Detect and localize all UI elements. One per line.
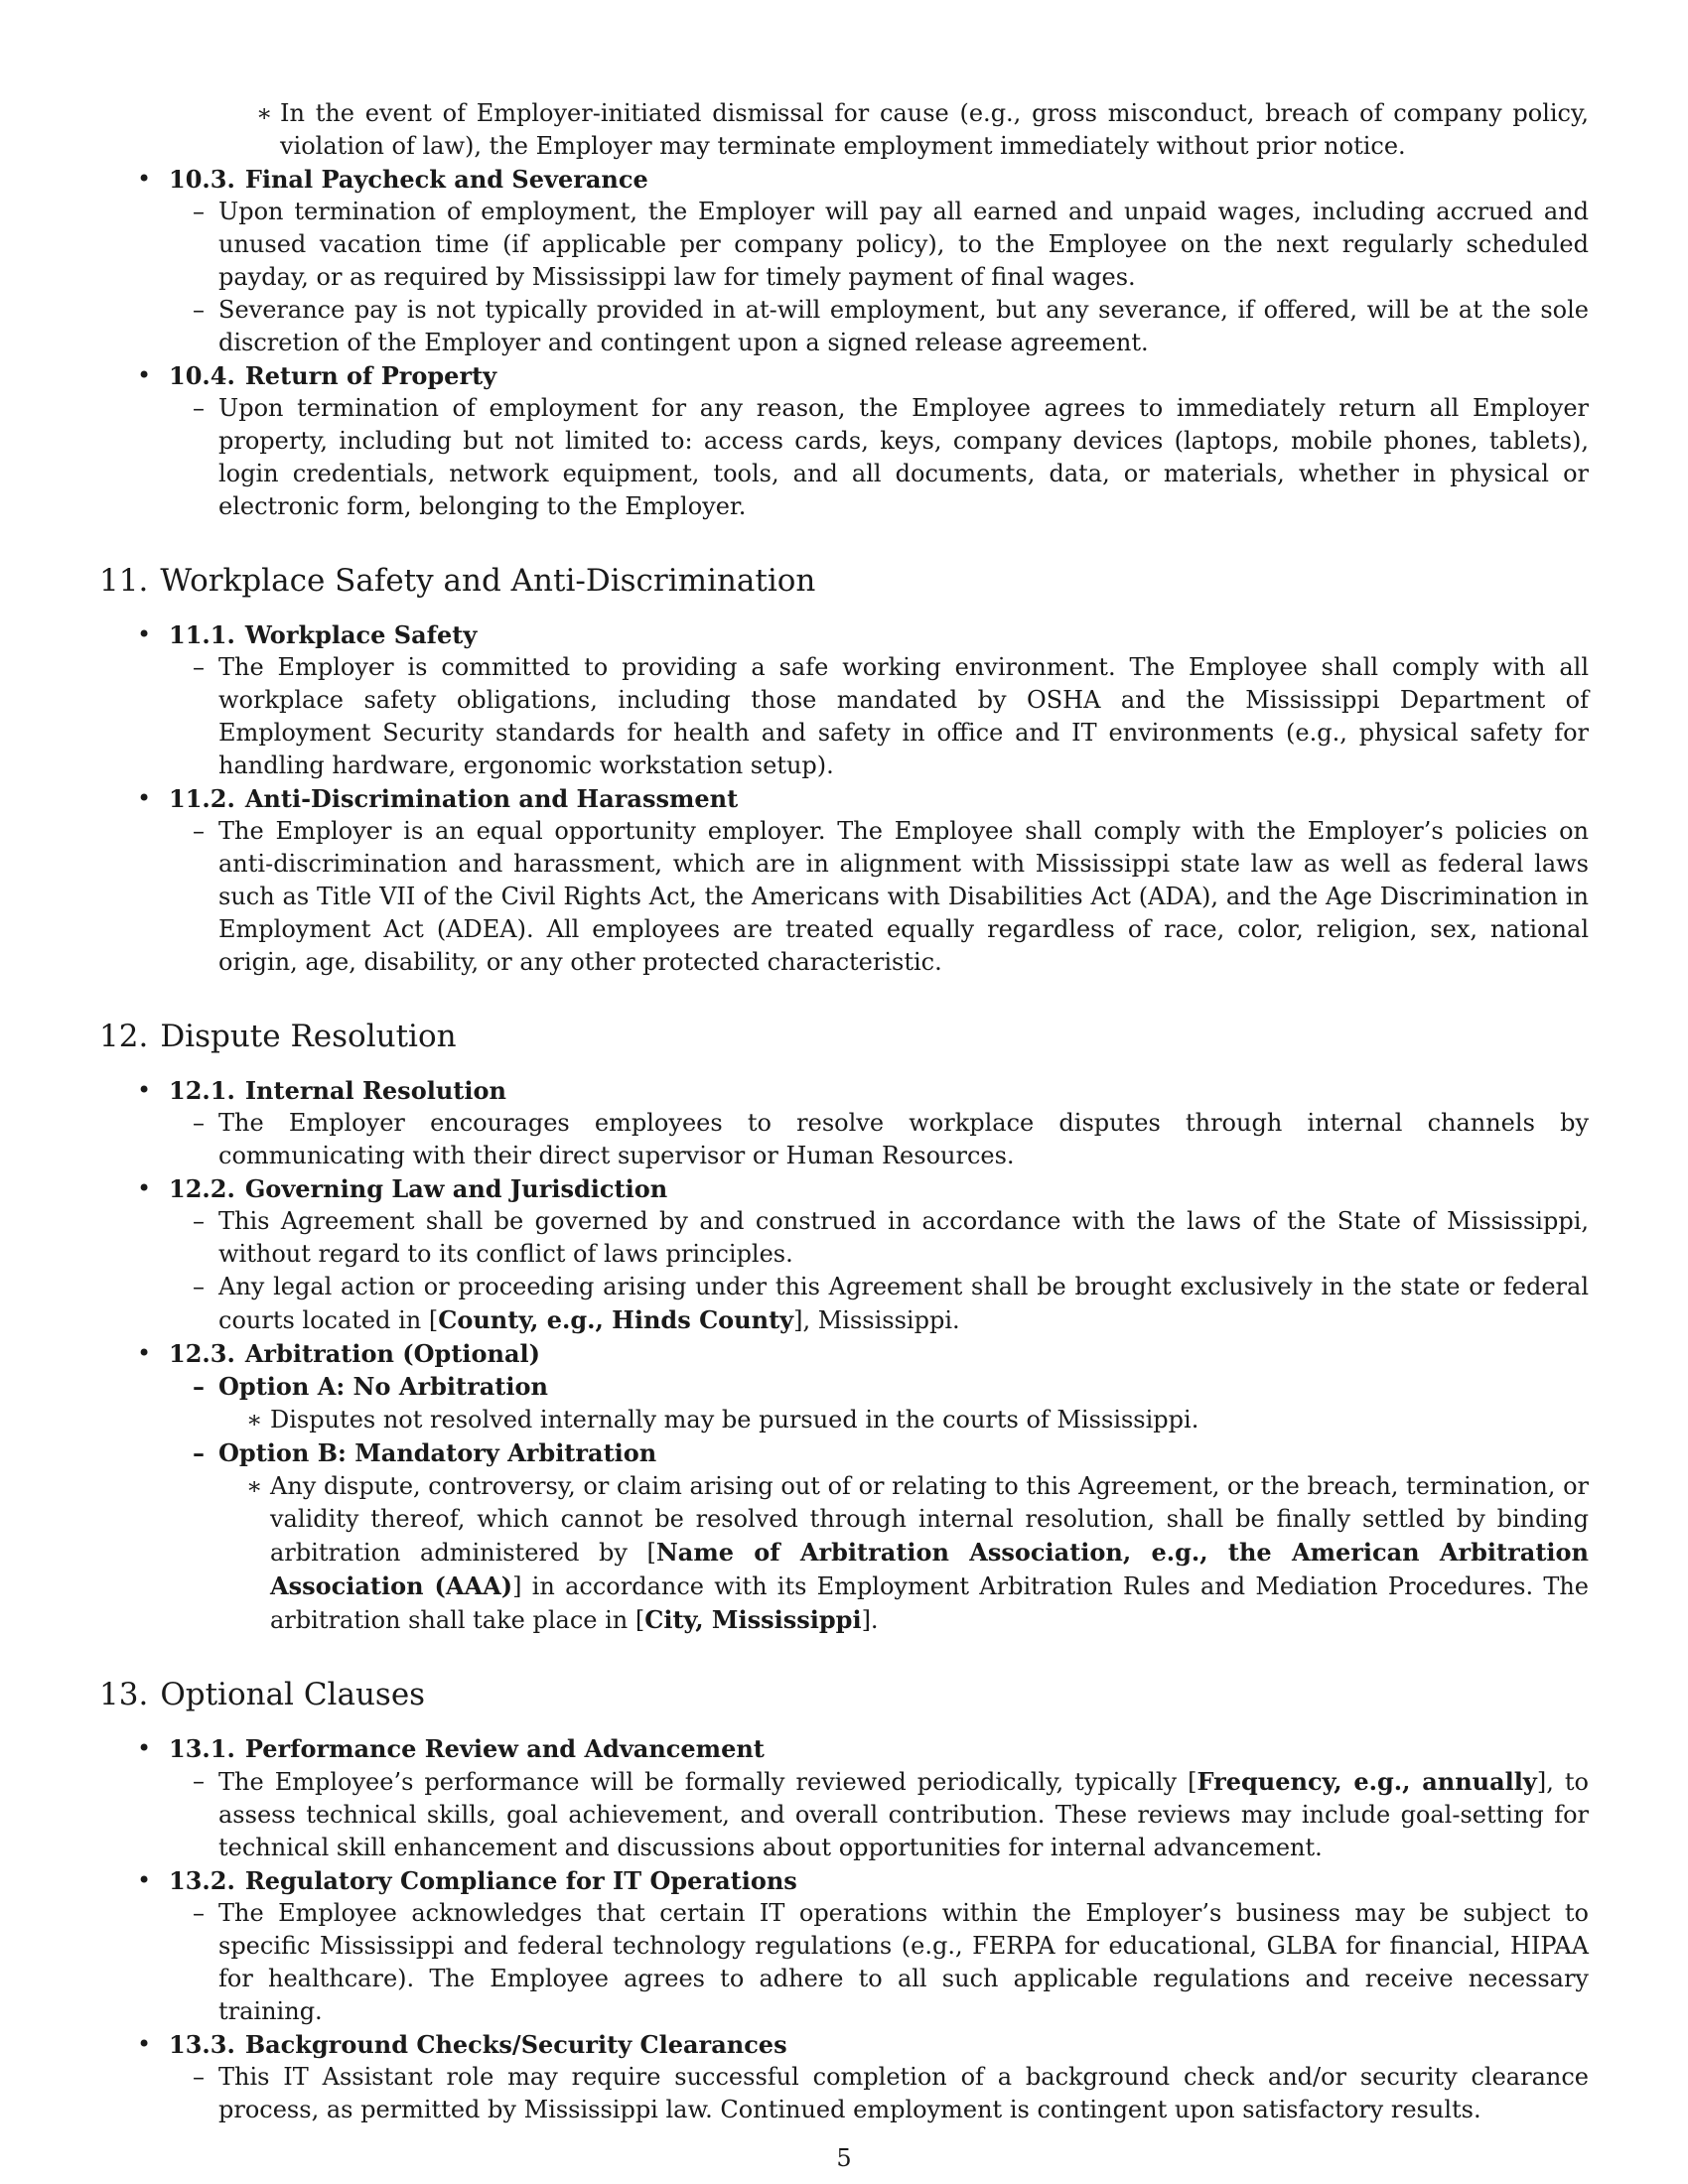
section-12-heading: 12. Dispute Resolution xyxy=(99,1019,457,1054)
item-12-3-title: 12.3. Arbitration (Optional) xyxy=(169,1339,540,1368)
option-a-title: Option A: No Arbitration xyxy=(218,1372,548,1401)
placeholder-frequency: Frequency, e.g., annually xyxy=(1196,1767,1537,1796)
bullet: • xyxy=(137,165,152,193)
item-13-2 xyxy=(99,1864,1589,2028)
bullet: • xyxy=(137,1076,152,1104)
item-13-1-title: 13.1. Performance Review and Advancement xyxy=(169,1734,765,1763)
item-10-3-paragraph-2: – Severance pay is not typically provided in at-will employment, but any severance, if offered, will be at the sole discretion of the Employer and contingent upon a signed release agreement. xyxy=(193,296,1589,356)
item-13-3-paragraph-1: – This IT Assistant role may require successful completion of a background check and/or security clearance process, as permitted by Mississippi law. Continued employment is contingent upon satisfactory results. xyxy=(193,2063,1589,2123)
item-11-2-paragraph-1: – The Employer is an equal opportunity employer. The Employee shall comply with the Employer’s policies on anti-discrimination and harassment, which are in alignment with Mississippi state law as well as federal laws such as Title VII of the Civil Rights Act, the Americans with Disabilities Act (ADA), and the Age Discrimination in Employment Act (ADEA). All employees are treated equally regardless of race, color, religion, sex, national origin, age, disability, or any other protected characteristic. xyxy=(193,817,1589,976)
bullet: • xyxy=(137,1866,152,1894)
option-b-title: Option B: Mandatory Arbitration xyxy=(218,1438,657,1467)
placeholder-county: County, e.g., Hinds County xyxy=(438,1305,794,1334)
item-10-3-paragraph-1: – Upon termination of employment, the Employer will pay all earned and unpaid wages, including accrued and unused vacation time (if applicable per company policy), to the Employee on the next regularly scheduled payday, or as required by Mississippi law for timely payment of final wages. xyxy=(193,198,1589,291)
bullet: • xyxy=(137,620,152,648)
section-11-heading: 11. Workplace Safety and Anti-Discrimination xyxy=(99,563,816,599)
item-12-1-paragraph-1: – The Employer encourages employees to resolve workplace disputes through internal channels by communicating with their direct supervisor or Human Resources. xyxy=(193,1109,1589,1169)
item-12-1-title: 12.1. Internal Resolution xyxy=(169,1076,506,1105)
item-12-1 xyxy=(99,1074,1589,1172)
item-10-4-title: 10.4. Return of Property xyxy=(169,361,497,390)
option-a: – Option A: No Arbitration ∗ Disputes not resolved internally may be pursued in the courts of Mississippi. xyxy=(169,1370,1589,1436)
item-11-2-title: 11.2. Anti-Discrimination and Harassment xyxy=(169,784,739,813)
item-13-1-paragraph-1: – The Employee’s performance will be formally reviewed periodically, typically [Frequency, e.g., annually], to assess technical skills, goal achievement, and overall contribution. These reviews may include goal-setting for technical skill enhancement and discussions about opportunities for internal advancement. xyxy=(193,1767,1589,1861)
item-12-2-paragraph-2: – Any legal action or proceeding arising under this Agreement shall be brought exclusively in the state or federal courts located in [County, e.g., Hinds County], Mississippi. xyxy=(193,1273,1589,1334)
item-13-3 xyxy=(99,2028,1589,2126)
item-11-2 xyxy=(99,782,1589,979)
bullet: • xyxy=(137,1734,152,1762)
item-13-2-title: 13.2. Regulatory Compliance for IT Operations xyxy=(169,1866,797,1895)
item-13-3-title: 13.3. Background Checks/Security Clearances xyxy=(169,2030,787,2059)
item-13-2-paragraph-1: – The Employee acknowledges that certain IT operations within the Employer’s business may be subject to specific Mississippi and federal technology regulations (e.g., FERPA for educational, GLBA for financial, HIPAA for healthcare). The Employee agrees to adhere to all such applicable regulations and receive necessary training. xyxy=(193,1899,1589,2025)
item-10-3 xyxy=(99,163,1589,359)
item-12-2 xyxy=(99,1172,1589,1337)
dismissal-for-cause-text: In the event of Employer-initiated dismissal for cause (e.g., gross misconduct, breach of company policy, violation of law), the Employer may terminate employment immediately without prior notice. xyxy=(280,99,1589,160)
page-number: 5 xyxy=(836,2144,852,2172)
dismissal-for-cause-item xyxy=(99,97,1589,163)
sub-bullet-star: ∗ xyxy=(256,99,273,127)
section-13-heading: 13. Optional Clauses xyxy=(99,1677,426,1712)
item-10-4 xyxy=(99,359,1589,523)
bullet: • xyxy=(137,1174,152,1202)
item-10-4-paragraph-1: – Upon termination of employment for any reason, the Employee agrees to immediately return all Employer property, including but not limited to: access cards, keys, company devices (laptops, mobile phones, tablets), login credentials, network equipment, tools, and all documents, data, or materials, whether in physical or electronic form, belonging to the Employer. xyxy=(193,394,1589,520)
item-11-1-title: 11.1. Workplace Safety xyxy=(169,620,478,649)
item-12-3 xyxy=(99,1337,1589,1637)
bullet: • xyxy=(137,784,152,812)
placeholder-arbitration-association: Name of Arbitration Association, e.g., the American Arbitration Association (AAA) xyxy=(270,1538,1589,1600)
item-10-3-title: 10.3. Final Paycheck and Severance xyxy=(169,165,648,194)
option-a-text-item: ∗ Disputes not resolved internally may be pursued in the courts of Mississippi. xyxy=(246,1406,1199,1433)
item-13-1 xyxy=(99,1732,1589,1864)
placeholder-city: City, Mississippi xyxy=(644,1605,862,1634)
item-11-1 xyxy=(99,618,1589,782)
bullet: • xyxy=(137,361,152,389)
bullet: • xyxy=(137,2030,152,2058)
item-12-2-paragraph-1: – This Agreement shall be governed by and construed in accordance with the laws of the State of Mississippi, without regard to its conflict of laws principles. xyxy=(193,1207,1589,1268)
item-11-1-paragraph-1: – The Employer is committed to providing a safe working environment. The Employee shall comply with all workplace safety obligations, including those mandated by OSHA and the Mississippi Department of Employment Security standards for health and safety in office and IT environments (e.g., physical safety for handling hardware, ergonomic workstation setup). xyxy=(193,653,1589,779)
document-page xyxy=(99,97,1589,2126)
item-12-2-title: 12.2. Governing Law and Jurisdiction xyxy=(169,1174,668,1203)
option-b: – Option B: Mandatory Arbitration ∗ Any dispute, controversy, or claim arising out of or relating to this Agreement, or the breach, termination, or validity thereof, which cannot be resolved through internal resolution, shall be finally settled by binding arbitration administered by [Name of Arbitration Association, e.g., the American Arbitration Association (AAA)] in accordance with its Employment Arbitration Rules and Mediation Procedures. The arbitration shall take place in [City, Mississippi]. xyxy=(169,1436,1589,1637)
option-b-text-item: ∗ Any dispute, controversy, or claim arising out of or relating to this Agreement, or the breach, termination, or validity thereof, which cannot be resolved through internal resolution, shall be finally settled by binding arbitration administered by [Name of Arbitration Association, e.g., the American Arbitration Association (AAA)] in accordance with its Employment Arbitration Rules and Mediation Procedures. The arbitration shall take place in [City, Mississippi]. xyxy=(246,1472,1589,1634)
bullet: • xyxy=(137,1339,152,1367)
